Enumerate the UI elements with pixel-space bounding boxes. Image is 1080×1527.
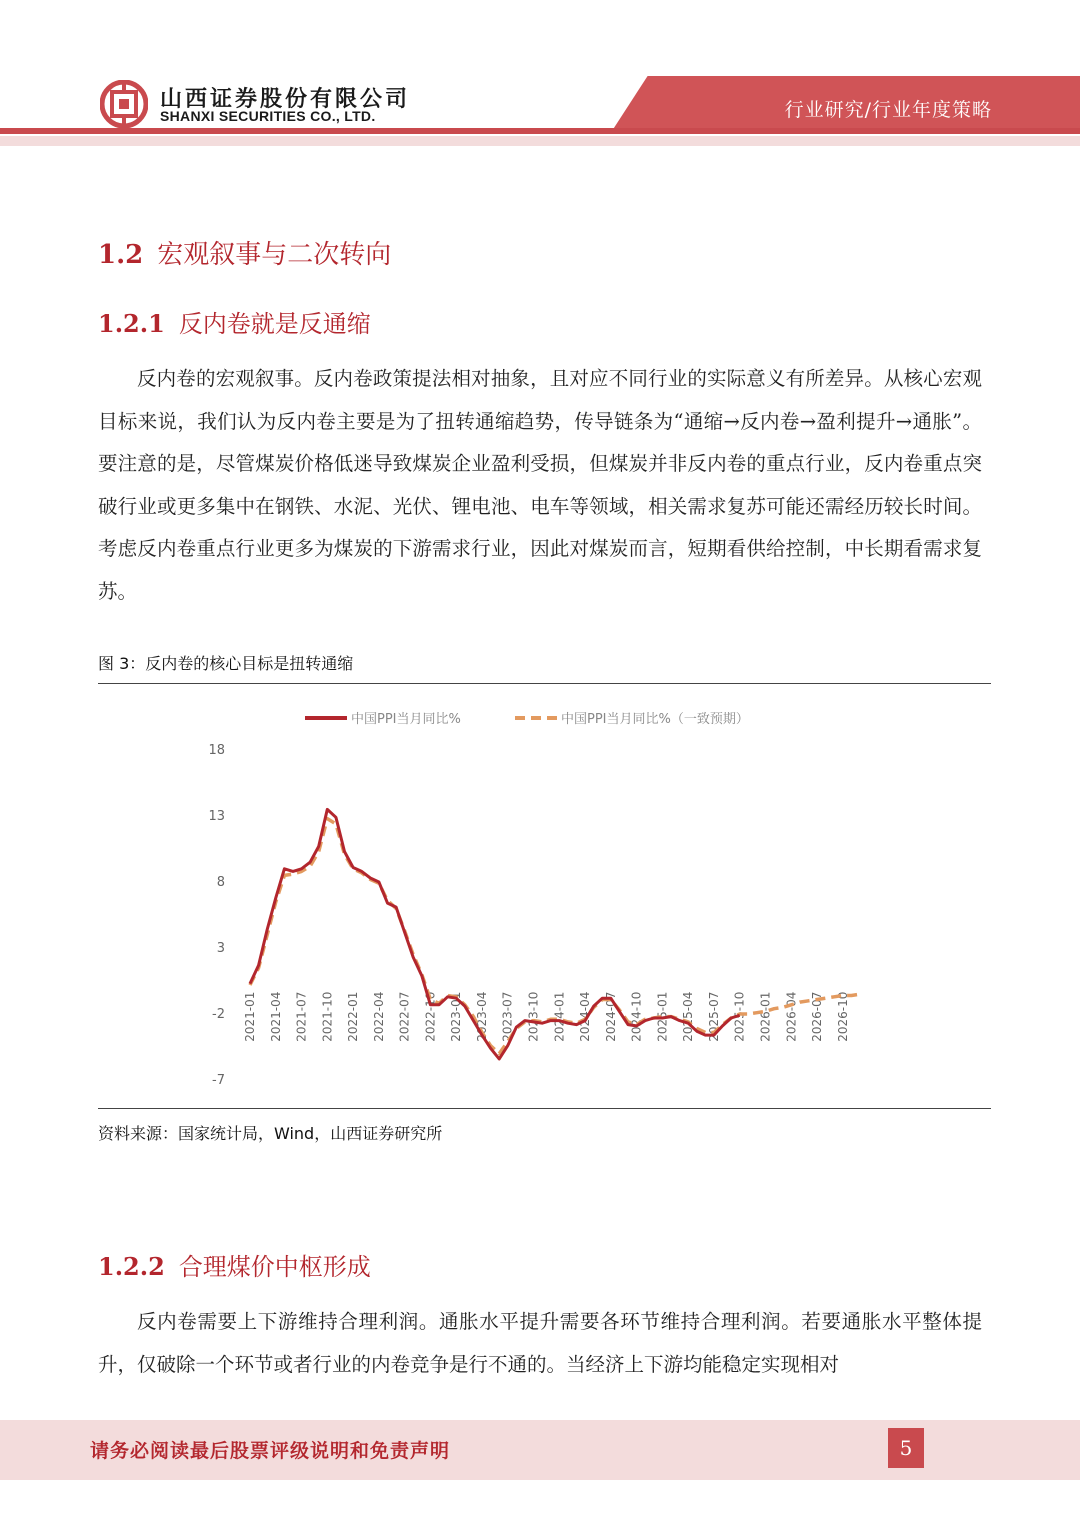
header-rule <box>0 128 1080 134</box>
x-tick-label: 2022-10 <box>423 991 438 1042</box>
section-title: 宏观叙事与二次转向 <box>157 240 392 270</box>
chart-canvas <box>190 690 890 1100</box>
x-tick-label: 2021-04 <box>268 991 283 1042</box>
body-paragraph-2: 反内卷需要上下游维持合理利润。通胀水平提升需要各环节维持合理利润。若要通胀水平整体提升，仅破除一个环节或者行业的内卷竞争是行不通的。当经济上下游均能稳定实现相对 <box>98 1310 982 1376</box>
x-tick-label: 2024-07 <box>603 991 618 1042</box>
y-tick-label: 13 <box>208 809 225 824</box>
section-number: 1.2 <box>98 240 144 270</box>
x-tick-label: 2026-04 <box>784 991 799 1042</box>
x-tick-label: 2025-01 <box>655 991 670 1042</box>
body-paragraph-1: 反内卷的宏观叙事。反内卷政策提法相对抽象，且对应不同行业的实际意义有所差异。从核心宏观目标来说，我们认为反内卷主要是为了扭转通缩趋势，传导链条为“通缩→反内卷→盈利提升→通胀”。要注意的是，尽管煤炭价格低迷导致煤炭企业盈利受损，但煤炭并非反内卷的重点行业，反内卷重点突破行业或更多集中在钢铁、水泥、光伏、锂电池、电车等领域，相关需求复苏可能还需经历较长时间。考虑反内卷重点行业更多为煤炭的下游需求行业，因此对煤炭而言，短期看供给控制，中长期看需求复苏。 <box>98 367 982 603</box>
section-heading-1-2 <box>98 234 391 271</box>
x-tick-label: 2023-07 <box>500 991 515 1042</box>
y-tick-label: 3 <box>216 941 225 956</box>
x-tick-label: 2021-10 <box>320 991 335 1042</box>
x-tick-label: 2023-10 <box>526 991 541 1042</box>
x-tick-label: 2025-10 <box>732 991 747 1042</box>
subsection-number: 1.2.1 <box>98 309 165 338</box>
subsection-title: 反内卷就是反通缩 <box>178 310 371 338</box>
report-category: 行业研究/行业年度策略 <box>784 99 992 121</box>
page-number: 5 <box>888 1428 924 1468</box>
subsection-title: 合理煤价中枢形成 <box>178 1253 371 1281</box>
company-name-en: SHANXI SECURITIES CO., LTD. <box>160 108 376 124</box>
y-tick-label: -7 <box>212 1073 225 1088</box>
x-tick-label: 2026-01 <box>758 991 773 1042</box>
legend-label-actual: 中国PPI当月同比% <box>351 712 461 727</box>
x-tick-label: 2026-10 <box>835 991 850 1042</box>
y-tick-label: 8 <box>216 875 225 890</box>
x-tick-label: 2024-04 <box>578 991 593 1042</box>
figure-source: 资料来源：国家统计局，Wind，山西证券研究所 <box>98 1124 443 1143</box>
x-tick-label: 2024-01 <box>552 991 567 1042</box>
header-rule-light <box>0 136 1080 146</box>
subsection-heading-1-2-2 <box>98 1247 371 1282</box>
figure-top-rule <box>98 683 991 684</box>
ppi-line-chart <box>190 690 890 1100</box>
x-tick-label: 2023-04 <box>474 991 489 1042</box>
disclaimer-note: 请务必阅读最后股票评级说明和免责声明 <box>90 1440 451 1462</box>
x-tick-label: 2021-01 <box>243 991 257 1042</box>
x-tick-label: 2022-07 <box>397 991 412 1042</box>
subsection-number: 1.2.2 <box>98 1252 165 1281</box>
x-tick-label: 2022-01 <box>346 991 361 1042</box>
legend-label-consensus: 中国PPI当月同比%（一致预期） <box>561 712 749 727</box>
page-footer <box>0 1420 1080 1480</box>
x-tick-label: 2025-07 <box>706 991 721 1042</box>
x-tick-label: 2026-07 <box>810 991 825 1042</box>
page-header <box>0 0 1080 150</box>
x-tick-label: 2023-01 <box>449 991 464 1042</box>
x-tick-label: 2021-07 <box>294 991 309 1042</box>
figure-title: 图 3：反内卷的核心目标是扭转通缩 <box>98 654 354 673</box>
y-tick-label: -2 <box>212 1007 225 1022</box>
x-tick-label: 2024-10 <box>629 991 644 1042</box>
x-tick-label: 2025-04 <box>681 991 696 1042</box>
y-tick-label: 18 <box>208 743 225 758</box>
x-tick-label: 2022-04 <box>371 991 386 1042</box>
company-name-cn: 山西证券股份有限公司 <box>160 87 411 112</box>
figure-bottom-rule <box>98 1108 991 1109</box>
shanxi-securities-logo-icon <box>100 80 148 128</box>
subsection-heading-1-2-1 <box>98 304 371 339</box>
